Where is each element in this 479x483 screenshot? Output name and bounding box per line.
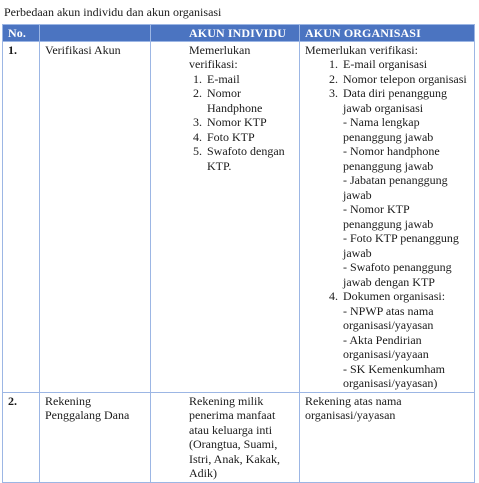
sub-item: - Foto KTP penanggung jawab	[343, 231, 459, 260]
list-item	[341, 86, 469, 289]
organisasi-verification-list	[305, 57, 469, 391]
header-category	[40, 25, 151, 42]
sub-item: - Nomor KTP penanggung jawab	[343, 202, 434, 231]
sub-item: - Nomor handphone penanggung jawab	[343, 144, 440, 173]
list-item	[341, 289, 469, 391]
sub-item: - Jabatan penanggung jawab	[343, 173, 448, 202]
list-item: 3. Nomor KTP	[205, 115, 294, 130]
sub-item: - Akta Pendirian organisasi/yayaan	[343, 332, 429, 361]
list-item-text: E-mail organisasi	[343, 57, 428, 71]
list-item-text: Data diri penanggung jawab organisasi	[343, 86, 447, 115]
row-label: Rekening Penggalang Dana	[40, 392, 151, 482]
organisasi-intro: Memerlukan verifikasi:	[305, 42, 418, 57]
row-number: 1.	[3, 41, 40, 392]
row-number: 2.	[3, 392, 40, 482]
individu-rekening: Rekening milik penerima manfaat atau keluarga inti (Orangtua, Suami, Istri, Anak, Kakak, Adik)	[151, 392, 300, 482]
individu-intro: Memerlukan verifikasi:	[189, 42, 251, 71]
table-row	[3, 392, 475, 482]
individu-verification-list	[189, 72, 294, 174]
row-label: Verifikasi Akun	[40, 41, 151, 392]
comparison-table	[2, 24, 475, 483]
list-item-text: Nomor telepon organisasi	[343, 71, 467, 86]
header-no: No.	[3, 25, 40, 42]
list-item	[341, 57, 469, 72]
list-item: 5. Swafoto dengan KTP.	[205, 144, 294, 173]
table-row	[3, 41, 475, 392]
organisasi-rekening: Rekening atas nama organisasi/yayasan	[300, 392, 475, 482]
list-item: 1. E-mail	[205, 72, 294, 87]
individu-cell	[151, 41, 300, 392]
sub-item: - Nama lengkap penanggung jawab	[343, 115, 434, 144]
list-item-text: Dokumen organisasi:	[343, 289, 446, 303]
organisasi-cell	[300, 41, 475, 392]
list-item	[341, 72, 469, 87]
sub-item: - Swafoto penanggung jawab dengan KTP	[343, 260, 452, 289]
header-akun-organisasi: AKUN ORGANISASI	[300, 25, 475, 42]
header-akun-individu: AKUN INDIVIDU	[151, 25, 300, 42]
table-header-row	[3, 25, 475, 42]
list-item: 4. Foto KTP	[205, 130, 294, 145]
sub-item: - NPWP atas nama organisasi/yayasan	[343, 303, 434, 332]
sub-item: - SK Kemenkumham organisasi/yayasan)	[343, 361, 445, 390]
list-item: 2. Nomor Handphone	[205, 86, 294, 115]
document-caption: Perbedaan akun individu dan akun organisasi	[4, 5, 222, 19]
